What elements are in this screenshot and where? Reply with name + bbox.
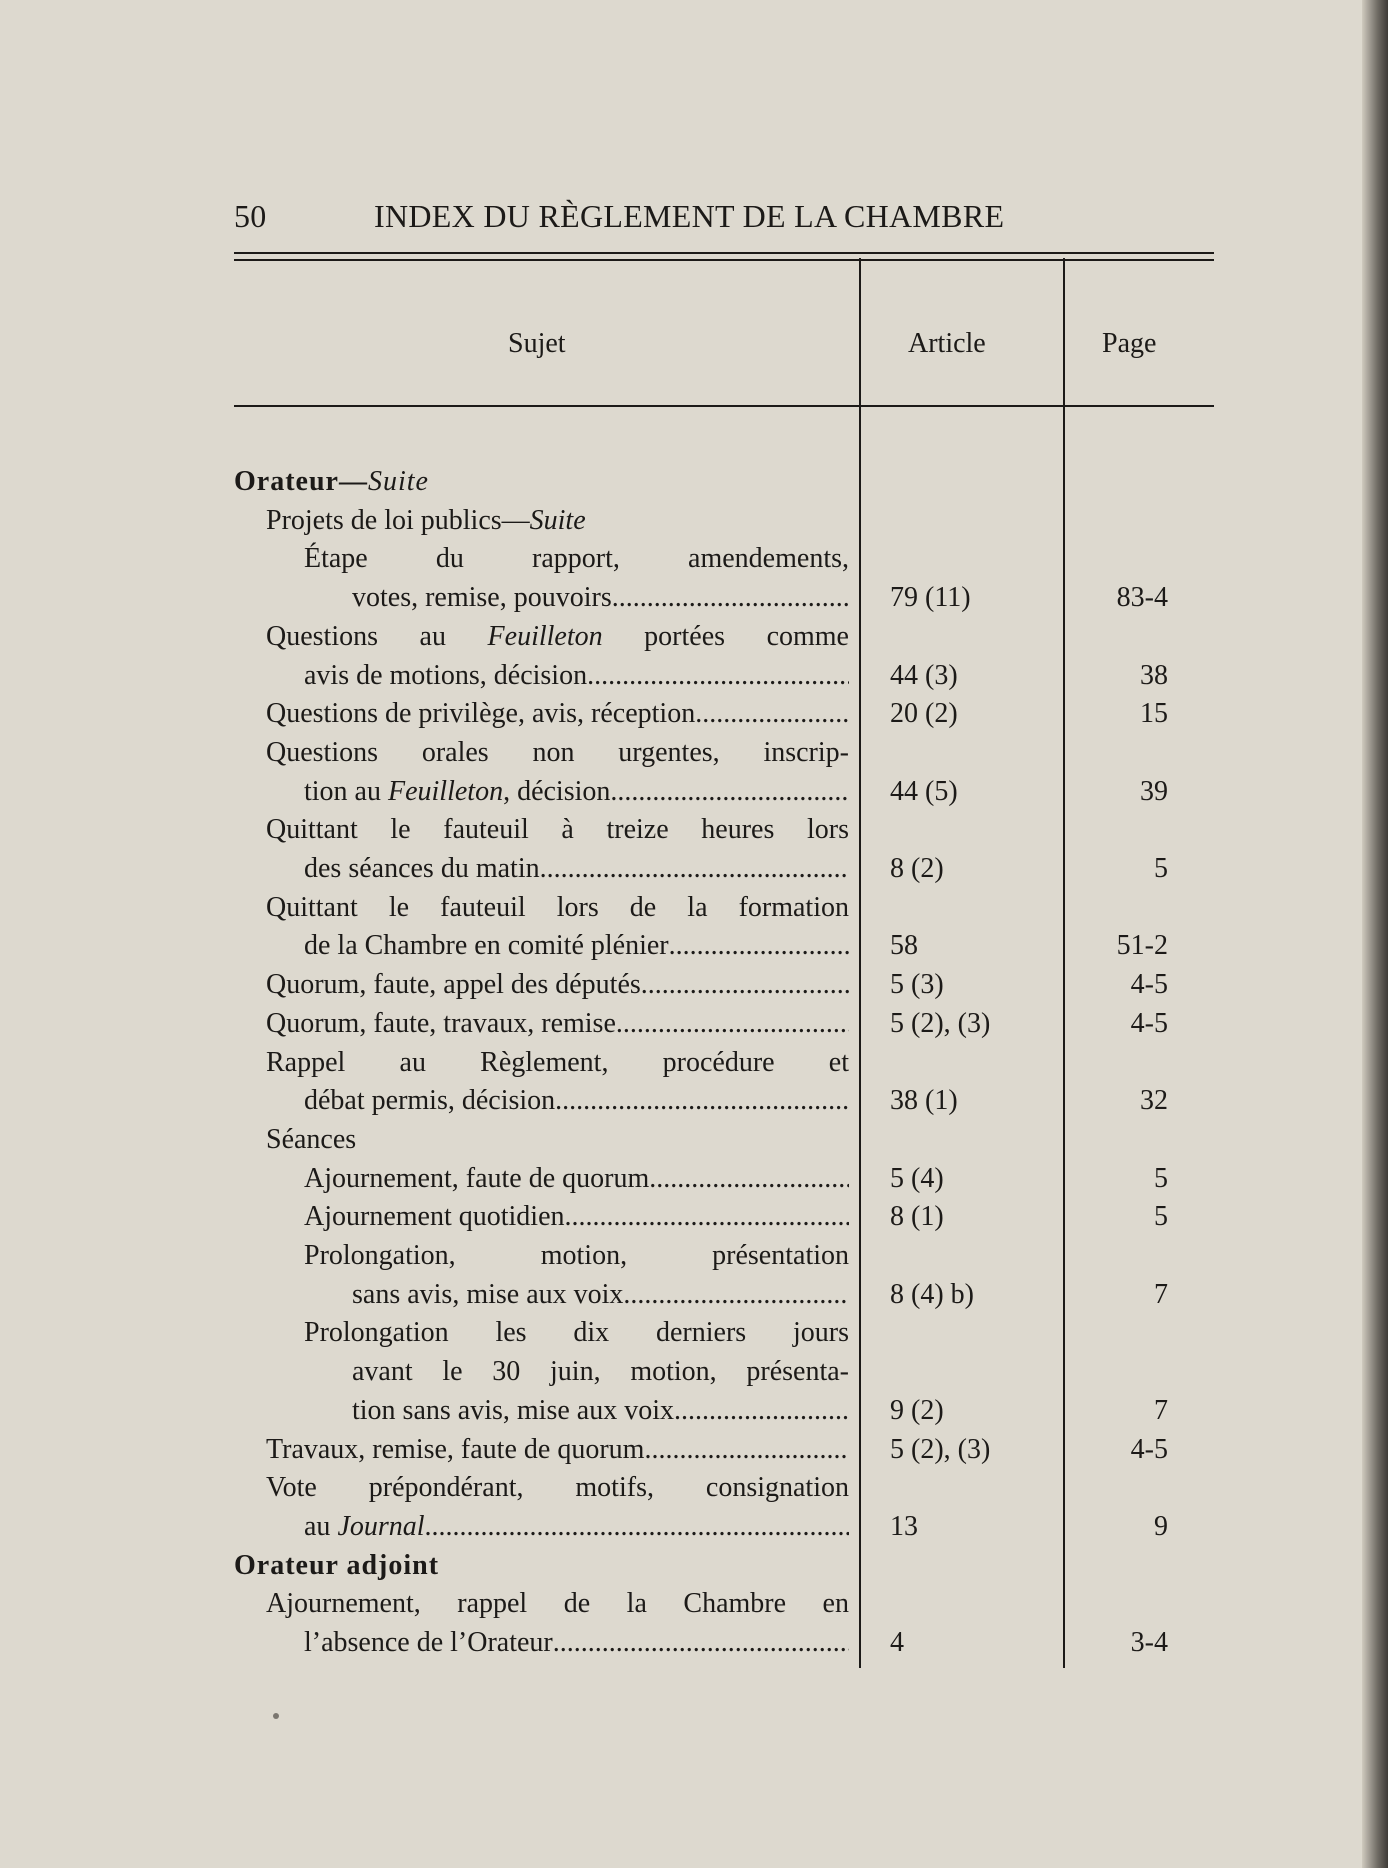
entry-subject (304, 1201, 849, 1233)
entry-subject (352, 1279, 849, 1311)
index-entry (0, 1201, 1388, 1239)
dot-leader (644, 1434, 849, 1466)
entry-page: 32 (1140, 1085, 1168, 1117)
entry-subject-text: au Journal (304, 1510, 425, 1542)
entry-subject-text: Questions de privilège, avis, réception (266, 698, 696, 730)
entry-page: 83-4 (1116, 582, 1168, 614)
entry-subject-text: Orateur adjoint (234, 1549, 440, 1581)
entry-subject (304, 776, 849, 808)
index-entry (0, 969, 1388, 1007)
index-entry (0, 853, 1388, 891)
dot-leader (540, 853, 849, 885)
entry-subject (266, 1588, 849, 1620)
index-entry (0, 1588, 1388, 1626)
entry-subject-text: Ajournement, rappel de la Chambre en (266, 1588, 849, 1620)
index-entry (0, 621, 1388, 659)
entry-article: 5 (2), (3) (890, 1007, 991, 1039)
entry-subject (266, 1472, 849, 1504)
entry-page: 4-5 (1130, 1433, 1168, 1465)
entry-page: 3-4 (1130, 1627, 1168, 1658)
entry-subject (304, 1627, 849, 1659)
index-entry (0, 505, 1388, 543)
entry-subject-text: Quittant le fauteuil lors de la formation (266, 891, 849, 923)
entry-subject (266, 1434, 849, 1466)
entry-subject-text: sans avis, mise aux voix (352, 1278, 624, 1310)
index-entry (0, 1356, 1388, 1394)
entry-subject-text: Projets de loi publics— (266, 504, 530, 536)
entry-page: 5 (1154, 1162, 1168, 1194)
index-entry (0, 582, 1388, 620)
entry-subject (304, 543, 849, 575)
dot-leader (612, 582, 849, 614)
entry-page: 9 (1154, 1510, 1168, 1542)
entry-article: 79 (11) (890, 582, 971, 614)
entry-subject-text: débat permis, décision (304, 1085, 556, 1117)
dot-leader (674, 1395, 849, 1427)
entry-article: 8 (4) b) (890, 1278, 974, 1310)
entry-subject (266, 737, 849, 769)
index-entry (0, 1124, 1388, 1162)
entry-subject (266, 698, 849, 730)
entry-page: 7 (1154, 1278, 1168, 1310)
entry-subject (266, 1008, 849, 1040)
index-entry (0, 660, 1388, 698)
entry-article: 9 (2) (890, 1394, 944, 1426)
entry-subject-text: de la Chambre en comité plénier (304, 930, 669, 962)
entry-subject (352, 1395, 849, 1427)
entry-subject (304, 853, 849, 885)
entry-page: 4-5 (1130, 969, 1168, 1001)
entry-article: 44 (3) (890, 659, 958, 691)
entry-continuation: Suite (367, 466, 429, 497)
dot-leader (623, 1279, 849, 1311)
entry-subject-text: Questions au Feuilleton portées comme (266, 620, 849, 652)
entry-article: 5 (3) (890, 969, 944, 1001)
entry-subject-text: Quorum, faute, travaux, remise (266, 1007, 616, 1039)
entry-subject (304, 660, 849, 692)
header-rule-top (234, 252, 1214, 254)
entry-subject (304, 930, 849, 962)
column-header-article: Article (908, 328, 986, 359)
entry-subject (266, 969, 849, 1001)
index-entry (0, 1085, 1388, 1123)
index-entry (0, 1395, 1388, 1433)
entry-article: 38 (1) (890, 1085, 958, 1117)
index-entry (0, 1472, 1388, 1510)
entry-article: 20 (2) (890, 698, 958, 730)
column-header-rule (234, 405, 1214, 407)
index-entry (0, 1550, 1388, 1588)
entry-subject (352, 582, 849, 614)
entry-article: 8 (1) (890, 1201, 944, 1233)
entry-page: 5 (1154, 853, 1168, 884)
index-entry (0, 1008, 1388, 1046)
dot-leader (610, 776, 849, 808)
entry-subject-text: Ajournement quotidien (304, 1201, 565, 1233)
entry-subject-text: Ajournement, faute de quorum (304, 1162, 650, 1194)
entry-subject-text: des séances du matin (304, 853, 540, 884)
column-header-page: Page (1102, 328, 1157, 359)
column-header-subject: Sujet (508, 328, 566, 359)
header-rule-bottom (234, 259, 1214, 261)
entry-subject (304, 1317, 849, 1349)
dot-leader (616, 1008, 849, 1040)
dot-leader (641, 969, 849, 1001)
entry-subject-text: Séances (266, 1123, 357, 1155)
entry-page: 51-2 (1116, 930, 1168, 962)
entry-article: 13 (890, 1510, 918, 1542)
entry-subject (266, 814, 849, 846)
entry-subject (304, 1163, 849, 1195)
dot-leader (669, 930, 849, 962)
index-entry (0, 814, 1388, 852)
index-entry (0, 930, 1388, 968)
entry-article: 4 (890, 1627, 904, 1658)
index-entry (0, 1434, 1388, 1472)
entry-article: 5 (4) (890, 1162, 944, 1194)
entry-subject-text: Vote prépondérant, motifs, consignation (266, 1472, 849, 1504)
entry-subject (266, 621, 849, 653)
dot-leader (425, 1511, 849, 1543)
entry-subject-text: avant le 30 juin, motion, présenta- (352, 1356, 849, 1388)
entry-subject-text: tion au Feuilleton, décision (304, 775, 611, 807)
index-entry (0, 1317, 1388, 1355)
entry-subject (266, 1124, 356, 1156)
index-entry (0, 698, 1388, 736)
entry-subject-text: votes, remise, pouvoirs (352, 582, 612, 614)
entry-subject-text: l’absence de l’Orateur (304, 1627, 553, 1658)
index-entry (0, 466, 1388, 504)
entry-page: 4-5 (1130, 1007, 1168, 1039)
entry-article: 58 (890, 930, 918, 962)
entry-subject (304, 1511, 849, 1543)
index-entry (0, 1627, 1388, 1665)
dot-leader (587, 660, 849, 692)
dot-leader (695, 698, 849, 730)
dot-leader (555, 1085, 849, 1117)
entry-subject-text: Orateur— (234, 466, 368, 497)
dot-leader (649, 1163, 849, 1195)
page-number: 50 (234, 198, 267, 234)
entry-subject-text: Quorum, faute, appel des députés (266, 969, 641, 1001)
entry-subject (234, 1550, 439, 1582)
index-entry (0, 1240, 1388, 1278)
index-entry (0, 1163, 1388, 1201)
entry-subject (304, 1085, 849, 1117)
index-entry (0, 776, 1388, 814)
entry-article: 5 (2), (3) (890, 1433, 991, 1465)
entry-page: 38 (1140, 659, 1168, 691)
index-entry (0, 737, 1388, 775)
entry-continuation: Suite (529, 504, 586, 536)
entry-subject-text: Étape du rapport, amendements, (304, 543, 849, 575)
entry-page: 7 (1154, 1394, 1168, 1426)
index-entry (0, 1279, 1388, 1317)
entry-subject (266, 892, 849, 924)
entry-subject-text: tion sans avis, mise aux voix (352, 1394, 674, 1426)
index-entry (0, 543, 1388, 581)
entry-subject-text: avis de motions, décision (304, 659, 588, 691)
index-entry (0, 1511, 1388, 1549)
entry-subject-text: Travaux, remise, faute de quorum (266, 1433, 645, 1465)
entry-subject-text: Prolongation, motion, présentation (304, 1240, 849, 1271)
entry-page: 15 (1140, 698, 1168, 730)
entry-subject-text: Prolongation les dix derniers jours (304, 1317, 849, 1349)
page-speck (273, 1713, 279, 1719)
entry-subject-text: Quittant le fauteuil à treize heures lors (266, 814, 849, 846)
entry-page: 5 (1154, 1201, 1168, 1233)
entry-page: 39 (1140, 775, 1168, 807)
dot-leader (565, 1201, 849, 1233)
entry-subject (266, 505, 586, 537)
index-entry (0, 892, 1388, 930)
entry-subject-text: Questions orales non urgentes, inscrip- (266, 736, 849, 768)
running-title: INDEX DU RÈGLEMENT DE LA CHAMBRE (374, 198, 1005, 234)
entry-article: 44 (5) (890, 775, 958, 807)
entry-subject-text: Rappel au Règlement, procédure et (266, 1046, 849, 1078)
entry-subject (266, 1047, 849, 1079)
entry-subject (352, 1356, 849, 1388)
index-entry (0, 1047, 1388, 1085)
entry-article: 8 (2) (890, 853, 944, 884)
entry-subject (234, 466, 429, 498)
dot-leader (553, 1627, 849, 1659)
entry-subject (304, 1240, 849, 1272)
